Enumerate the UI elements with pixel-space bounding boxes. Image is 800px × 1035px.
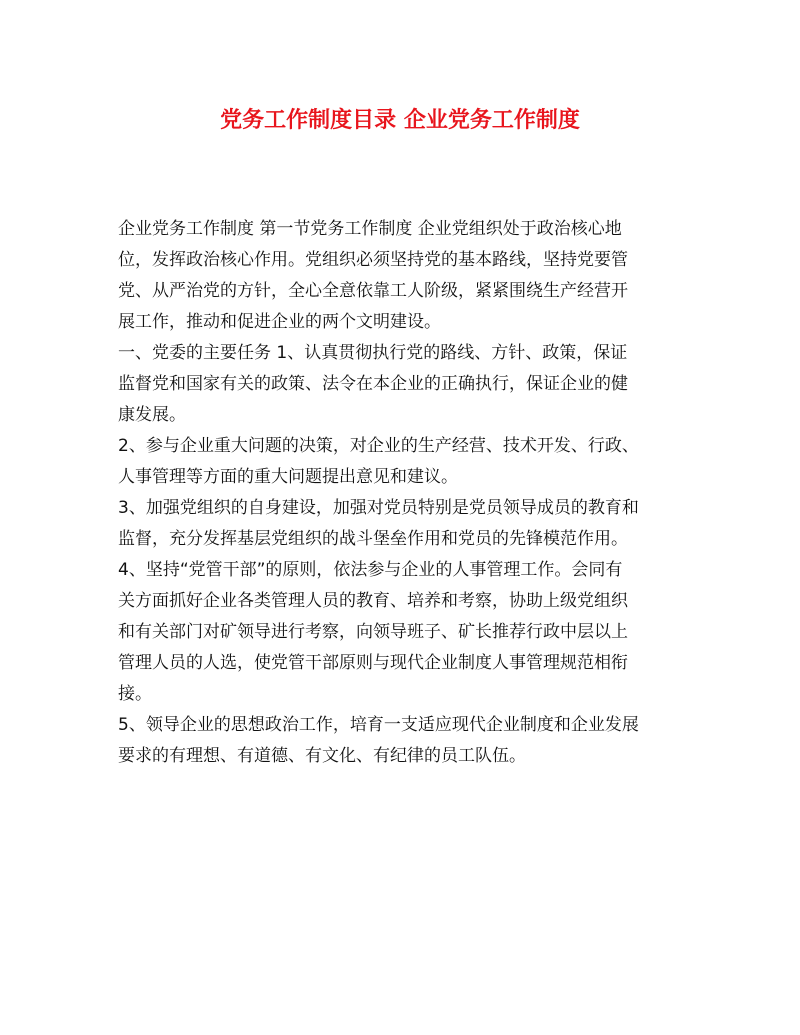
text-line: 2、参与企业重大问题的决策，对企业的生产经营、技术开发、行政、 [118, 436, 639, 456]
text-line: 企业党务工作制度 第一节党务工作制度 企业党组织处于政治核心地 [118, 219, 622, 239]
document-title: 党务工作制度目录 企业党务工作制度 [220, 107, 580, 133]
paragraph-item-4 [118, 555, 684, 710]
paragraph-item-3 [118, 493, 684, 555]
text-line: 要求的有理想、有道德、有文化、有纪律的员工队伍。 [118, 746, 526, 766]
text-line: 管理人员的人选，使党管干部原则与现代企业制度人事管理规范相衔 [118, 653, 628, 673]
paragraph-intro [118, 214, 684, 338]
text-line: 和有关部门对矿领导进行考察，向领导班子、矿长推荐行政中层以上 [118, 622, 628, 642]
document-body [118, 214, 684, 772]
text-line: 监督，充分发挥基层党组织的战斗堡垒作用和党员的先锋模范作用。 [118, 529, 628, 549]
text-line: 接。 [118, 684, 152, 704]
paragraph-item-5 [118, 710, 684, 772]
text-line: 关方面抓好企业各类管理人员的教育、培养和考察，协助上级党组织 [118, 591, 628, 611]
text-line: 3、加强党组织的自身建设，加强对党员特别是党员领导成员的教育和 [118, 498, 639, 518]
text-line: 一、党委的主要任务 1、认真贯彻执行党的路线、方针、政策，保证 [118, 343, 628, 363]
text-line: 监督党和国家有关的政策、法令在本企业的正确执行，保证企业的健 [118, 374, 628, 394]
text-line: 康发展。 [118, 405, 186, 425]
text-line: 4、坚持“党管干部”的原则，依法参与企业的人事管理工作。会同有 [118, 560, 623, 580]
paragraph-item-2 [118, 431, 684, 493]
text-line: 展工作，推动和促进企业的两个文明建设。 [118, 312, 441, 332]
paragraph-main-tasks [118, 338, 684, 431]
text-line: 党、从严治党的方针，全心全意依靠工人阶级，紧紧围绕生产经营开 [118, 281, 628, 301]
text-line: 位，发挥政治核心作用。党组织必须坚持党的基本路线，坚持党要管 [118, 250, 628, 270]
text-line: 5、领导企业的思想政治工作，培育一支适应现代企业制度和企业发展 [118, 715, 639, 735]
text-line: 人事管理等方面的重大问题提出意见和建议。 [118, 467, 458, 487]
